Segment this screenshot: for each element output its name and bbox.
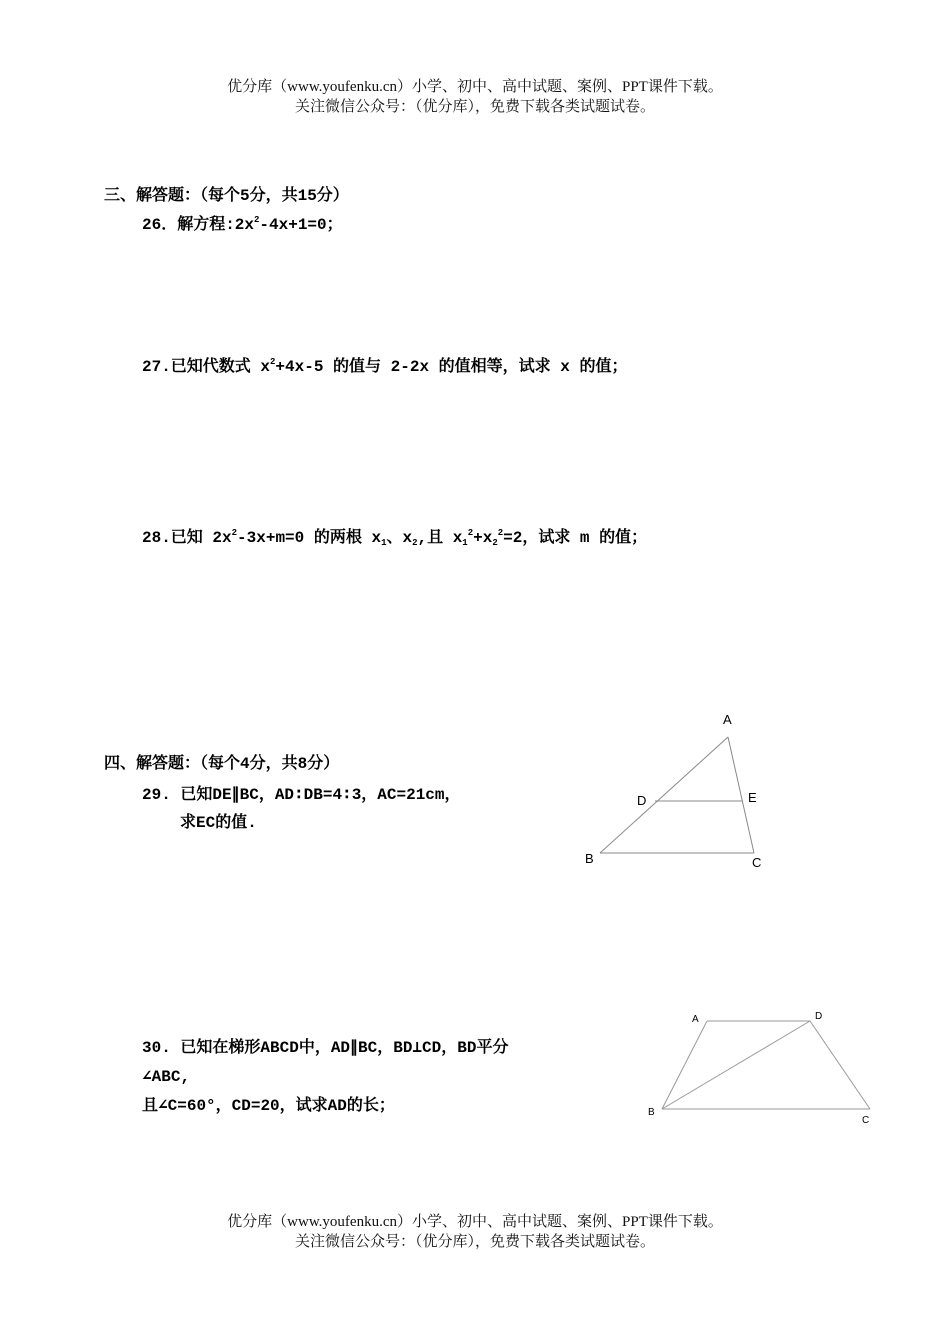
footer-line-1: 优分库（www.youfenku.cn）小学、初中、高中试题、案例、PPT课件下载。 [227,1214,723,1230]
segment-dc [810,1021,870,1109]
question-29-line-2: 求EC的值. [180,814,257,832]
segment-ab [600,737,728,853]
trapezoid-figure [640,1000,890,1140]
label-e: E [748,790,757,805]
section-4-title: 四、解答题：（每个4分，共8分） [104,755,340,773]
label-a: A [723,712,732,727]
label-a: A [692,1014,699,1025]
triangle-figure [580,705,780,880]
header-line-1: 优分库（www.youfenku.cn）小学、初中、高中试题、案例、PPT课件下载。 [227,79,723,95]
header-line-2: 关注微信公众号：（优分库），免费下载各类试题试卷。 [294,99,655,115]
question-26: 26．解方程$:2x^2-4x+1=0$； [142,215,343,234]
label-c: C [752,855,762,870]
label-d: D [815,1011,823,1022]
label-b: B [585,851,594,866]
page-footer [0,1212,950,1252]
question-30-line-1: 30. 已知在梯形ABCD中，AD∥BC，BD⊥CD，BD平分 [142,1039,509,1057]
question-28: 28.已知 $2x^2-3x+m=0$ 的两根 $x_1$、$x_2$,且 $x_1^2+x_2^2=2$，试求 m 的值； [142,528,648,548]
question-30-line-2: ∠ABC, [142,1068,191,1086]
label-b: B [648,1107,655,1118]
question-27: 27.已知代数式 $x^2+4x-5$ 的值与 2-2x 的值相等，试求 x 的值； [142,357,628,376]
label-d: D [637,793,647,808]
section-3-title: 三、解答题：（每个5分，共15分） [104,187,349,205]
footer-line-2: 关注微信公众号：（优分库），免费下载各类试题试卷。 [294,1234,655,1250]
question-30-line-3: 且∠C=60°，CD=20，试求AD的长； [142,1097,395,1115]
page-header [0,77,950,117]
question-29-line-1: 29. 已知DE∥BC，AD∶DB=4∶3，AC=21cm， [142,786,461,804]
label-c: C [862,1115,870,1126]
